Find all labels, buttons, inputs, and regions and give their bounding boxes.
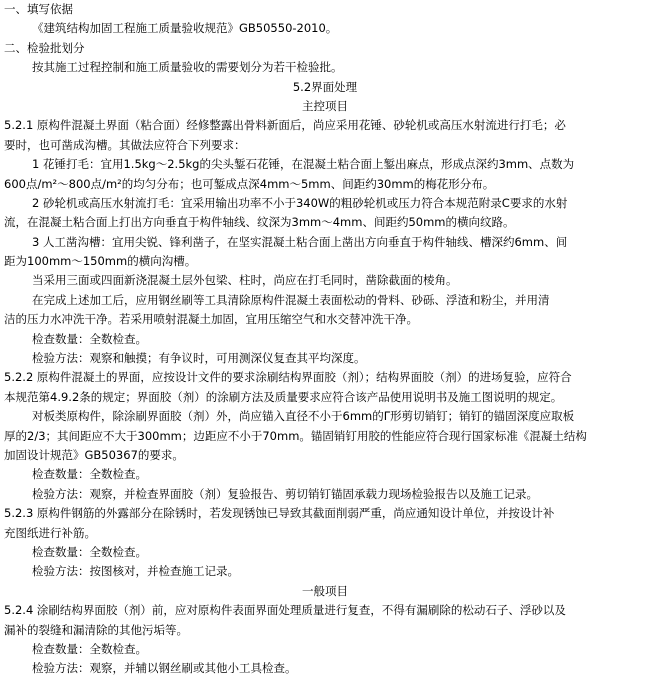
- check-method: 检验方法：观察和触摸；有争议时，可用测深仪复查其平均深度。: [32, 351, 366, 366]
- paragraph-line: 漏补的裂缝和漏清除的其他污垢等。: [4, 622, 188, 637]
- section-heading-batch: 二、检验批划分: [4, 40, 85, 55]
- check-quantity: 检查数量：全数检查。: [32, 544, 147, 559]
- paragraph-line: 要时，也可凿成沟槽。其做法应符合下列要求：: [4, 137, 246, 152]
- check-quantity: 检查数量：全数检查。: [32, 331, 147, 346]
- check-method: 检验方法：按图核对，并检查施工记录。: [32, 564, 239, 579]
- section-title: 5.2界面处理: [292, 79, 358, 94]
- paragraph-line: 充图纸进行补筋。: [4, 525, 96, 540]
- paragraph-line: 在完成上述加工后，应用钢丝刷等工具清除原构件混凝土表面松动的骨料、砂砾、浮渣和粉尘，并用清: [32, 292, 550, 307]
- clause-5-2-2: 5.2.2 原构件混凝土的界面，应按设计文件的要求涂刷结构界面胶（剂）；结构界面胶（剂）的进场复验，应符合: [4, 370, 572, 385]
- subsection-title-main: 主控项目: [302, 98, 348, 113]
- paragraph-line: 流，在混凝土粘合面上打出方向垂直于构件轴线、纹深为3mm～4mm、间距约50mm的横向纹路。: [4, 215, 515, 230]
- check-quantity: 检查数量：全数检查。: [32, 467, 147, 482]
- check-method: 检验方法：观察，并辅以钢丝刷或其他小工具检查。: [32, 661, 297, 676]
- paragraph-line: 按其施工过程控制和施工质量验收的需要划分为若干检验批。: [32, 60, 343, 75]
- paragraph-line: 本规范第4.9.2条的规定；界面胶（剂）的涂刷方法及质量要求应符合该产品使用说明书及施工图说明的规定。: [4, 389, 563, 404]
- check-method: 检验方法：观察，并检查界面胶（剂）复验报告、剪切销钉锚固承载力现场检验报告以及施工记录。: [32, 486, 538, 501]
- paragraph-line: 厚的2/3；其间距应不大于300mm；边距应不小于70mm。锚固销钉用胶的性能应符合现行国家标准《混凝土结构: [4, 428, 587, 443]
- clause-5-2-3: 5.2.3 原构件钢筋的外露部分在除锈时，若发现锈蚀已导致其截面削弱严重，尚应通知设计单位，并按设计补: [4, 506, 555, 521]
- paragraph-line: 距为100mm～150mm的横向沟槽。: [4, 254, 197, 269]
- check-quantity: 检查数量：全数检查。: [32, 641, 147, 656]
- paragraph-line: 洁的压力水冲洗干净。若采用喷射混凝土加固，宜用压缩空气和水交替冲洗干净。: [4, 312, 418, 327]
- section-heading-basis: 一、填写依据: [4, 2, 73, 16]
- subsection-title-general: 一般项目: [302, 583, 348, 598]
- list-item-3: 3 人工凿沟槽：宜用尖锐、锋利凿子，在坚实混凝土粘合面上凿出方向垂直于构件轴线、槽深约6mm、间: [32, 234, 568, 249]
- list-item-2: 2 砂轮机或高压水射流打毛：宜采用输出功率不小于340W的粗砂轮机或压力符合本规范附录C要求的水射: [32, 195, 568, 210]
- paragraph-line: 当采用三面或四面新浇混凝土层外包梁、柱时，尚应在打毛同时，凿除截面的棱角。: [32, 273, 458, 288]
- list-item-1: 1 花锤打毛：宜用1.5kg～2.5kg的尖头錾石花锤，在混凝土粘合面上錾出麻点，形成点深约3mm、点数为: [32, 157, 575, 172]
- paragraph-line: 600点/m²～800点/m²的均匀分布；也可錾成点深4mm～5mm、间距约30mm的梅花形分布。: [4, 176, 495, 191]
- paragraph-line: 加固设计规范》GB50367的要求。: [4, 447, 184, 462]
- clause-5-2-1: 5.2.1 原构件混凝土界面（粘合面）经修整露出骨料新面后，尚应采用花锤、砂轮机或高压水射流进行打毛；必: [4, 118, 566, 133]
- clause-5-2-4: 5.2.4 涂刷结构界面胶（剂）前，应对原构件表面界面处理质量进行复查，不得有漏刷除的松动石子、浮砂以及: [4, 603, 566, 618]
- paragraph-line: 对板类原构件，除涂刷界面胶（剂）外，尚应锚入直径不小于6mm的Γ形剪切销钉；销钉的锚固深度应取板: [32, 409, 575, 424]
- standard-reference: 《建筑结构加固工程施工质量验收规范》GB50550-2010。: [32, 21, 338, 36]
